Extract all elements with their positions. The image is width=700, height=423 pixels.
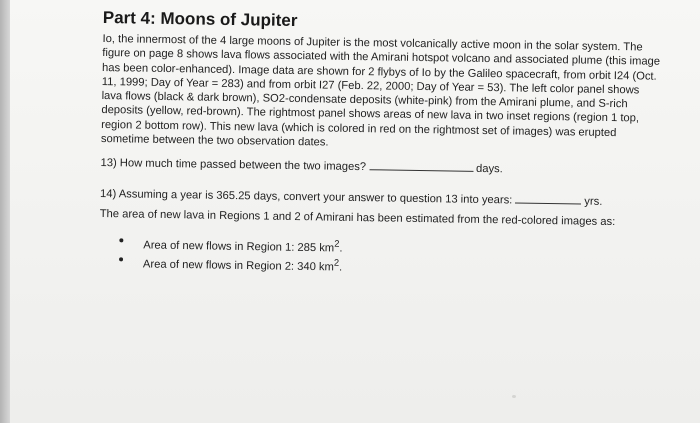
question-13-answer-blank[interactable] xyxy=(369,169,473,173)
area-estimate-intro: The area of new lava in Regions 1 and 2 of Amirani has been estimated from the red-colored images as: xyxy=(99,208,616,229)
bullet-icon xyxy=(119,238,123,242)
intro-paragraph: Io, the innermost of the 4 large moons of Jupiter is the most volcanically active moon in the solar system. The figure on page 8 shows lava flows associated with the Amirani hotspot volcano and associated plume (this image has been color-enhanced). Image data are shown for 2 flybys of Io by the Galileo spacecraft, from orbit I24 (Oct. 11, 1999; Day of Year = 283) and from orbit I27 (Feb. 22, 2000; Day of Year = 53). The left color panel shows lava flows (black & dark brown), SO2-condensate deposits (white-pink) from the Amirani plume, and S-rich deposits (yellow, red-brown). The rightmost panel shows areas of new lava in two inset regions (region 1 top, region 2 bottom row). This new lava (which is colored in red on the rightmost set of images) was erupted sometime between the two observation dates. xyxy=(100,32,661,149)
question-14-unit: yrs. xyxy=(584,195,603,209)
section-heading: Part 4: Moons of Jupiter xyxy=(102,8,298,31)
worksheet-content xyxy=(99,8,663,280)
flow-area-list xyxy=(99,233,660,280)
unit-exponent: 2 xyxy=(333,257,340,268)
bullet-icon xyxy=(119,257,123,261)
sentence-period: . xyxy=(338,261,343,274)
unit-exponent: 2 xyxy=(334,238,340,249)
flow-area-label: Area of new flows in Region 2: 340 km xyxy=(142,258,334,274)
question-13 xyxy=(100,156,660,179)
question-14 xyxy=(100,187,660,210)
paper-smudge xyxy=(512,395,516,398)
question-13-unit: days. xyxy=(475,163,503,176)
question-13-text: 13) How much time passed between the two images? xyxy=(100,157,367,174)
question-14-answer-blank[interactable] xyxy=(515,202,581,205)
flow-area-label: Area of new flows in Region 1: 285 km xyxy=(143,238,335,254)
page-edge-shadow xyxy=(0,0,10,423)
sentence-period: . xyxy=(339,242,343,255)
question-14-text: 14) Assuming a year is 365.25 days, convert your answer to question 13 into years: xyxy=(99,188,513,207)
